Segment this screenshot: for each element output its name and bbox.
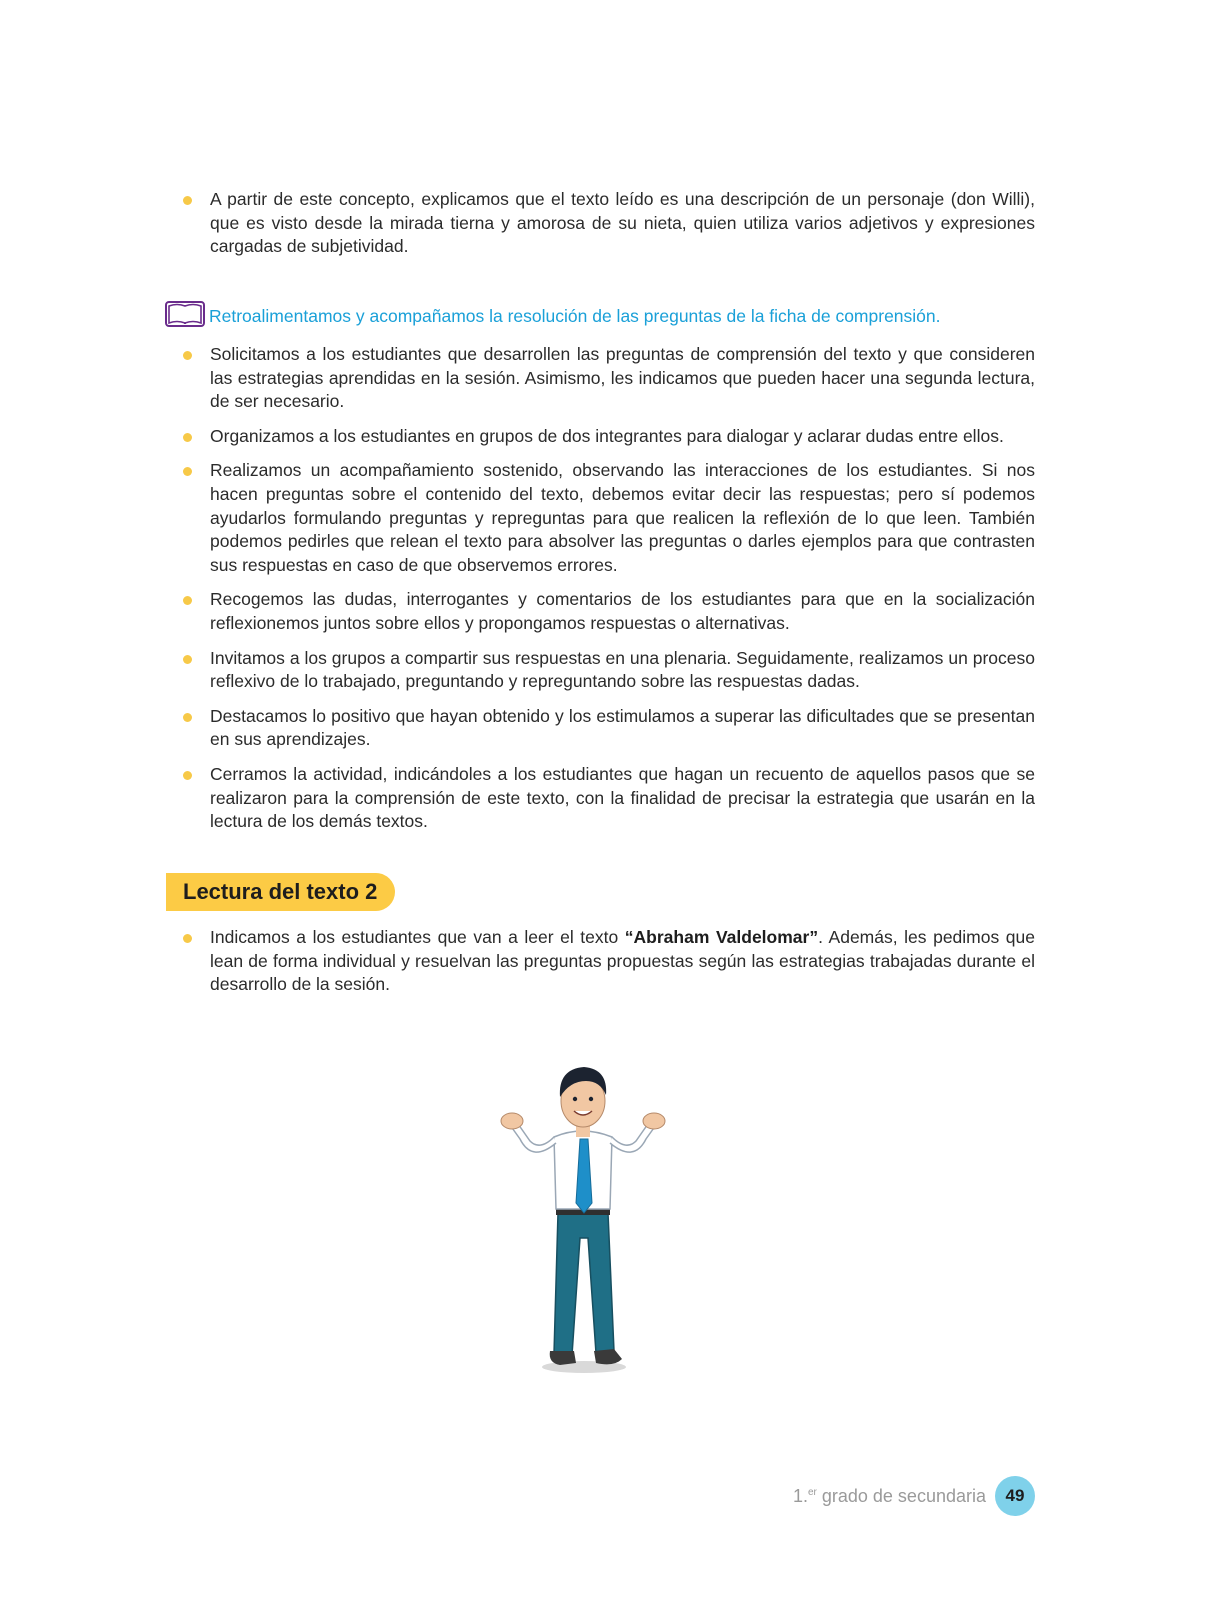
reading-section-tab (166, 873, 395, 911)
bullet-text: A partir de este concepto, explicamos que el texto leído es una descripción de un personaje (don Willi), que es visto desde la mirada tierna y amorosa de su nieta, quien utiliza varios adjetivos y expresiones cargadas de subjetividad. (210, 189, 1035, 257)
feedback-bullet-list (183, 343, 1035, 845)
bullet-text: Invitamos a los grupos a compartir sus respuestas en una plenaria. Seguidamente, realizamos un proceso reflexivo de lo trabajado, preguntando y repreguntando sobre las respuestas dadas. (210, 647, 1035, 692)
list-item (183, 188, 1035, 259)
bullet-text: Cerramos la actividad, indicándoles a los estudiantes que hagan un recuento de aquellos pasos que se realizaron para la comprensión de este texto, con la finalidad de precisar la estrategia que usarán en la lectura de los demás textos. (210, 763, 1035, 832)
bullet-dot-icon (183, 467, 192, 476)
bullet-text: Destacamos lo positivo que hayan obtenido y los estimulamos a superar las dificultades que se presentan en sus aprendizajes. (210, 705, 1035, 750)
list-item (183, 763, 1035, 834)
bullet-text-before: Indicamos a los estudiantes que van a leer el texto (210, 927, 625, 947)
feedback-section-heading (165, 298, 941, 330)
list-item (183, 425, 1035, 449)
bullet-dot-icon (183, 596, 192, 605)
bullet-text: Solicitamos a los estudiantes que desarrollen las preguntas de comprensión del texto y que consideren las estrategias aprendidas en la sesión. Asimismo, les indicamos que pueden hacer una segunda lectura, de ser necesario. (210, 344, 1035, 412)
bullet-dot-icon (183, 433, 192, 442)
bullet-dot-icon (183, 196, 192, 205)
list-item (183, 705, 1035, 752)
reading-section-title: Lectura del texto 2 (183, 879, 378, 904)
teacher-illustration (496, 1063, 676, 1383)
page-number: 49 (995, 1476, 1035, 1516)
page-footer (793, 1476, 1035, 1516)
reading-bullet-list (183, 926, 1035, 1008)
bullet-dot-icon (183, 713, 192, 722)
bullet-dot-icon (183, 771, 192, 780)
bullet-text: Recogemos las dudas, interrogantes y comentarios de los estudiantes para que en la socialización reflexionemos juntos sobre ellos y propongamos respuestas o alternativas. (210, 589, 1035, 633)
bullet-dot-icon (183, 351, 192, 360)
list-item (183, 459, 1035, 577)
grade-label: 1.$^{er}$ grado de secundaria (792, 1485, 986, 1506)
list-item (183, 647, 1035, 694)
bullet-text: Organizamos a los estudiantes en grupos de dos integrantes para dialogar y aclarar dudas entre ellos. (210, 425, 1004, 446)
list-item (183, 926, 1035, 997)
bullet-dot-icon (183, 655, 192, 664)
list-item (183, 588, 1035, 635)
text-title-bold: “Abraham Valdelomar” (624, 927, 819, 947)
intro-bullet-list (183, 188, 1035, 270)
open-book-icon (165, 300, 205, 328)
bullet-text: Realizamos un acompañamiento sostenido, observando las interacciones de los estudiantes. Si nos hacen preguntas sobre el contenido del texto, debemos evitar decir las respuestas; pero sí podemos ayudarlos formulando preguntas y repreguntas para que realicen la reflexión de lo que leen. También podemos pedirles que relean el texto para absolver las preguntas o darles ejemplos para que contrasten sus respuestas en caso de que observemos errores. (210, 460, 1035, 575)
list-item (183, 343, 1035, 414)
feedback-heading-text: Retroalimentamos y acompañamos la resolución de las preguntas de la ficha de comprensión. (209, 306, 941, 326)
bullet-text-after: . Además, les pedimos que lean de forma individual y resuelvan las preguntas propuestas según las estrategias trabajadas durante el desarrollo de la sesión. (210, 927, 1035, 995)
bullet-dot-icon (183, 934, 192, 943)
